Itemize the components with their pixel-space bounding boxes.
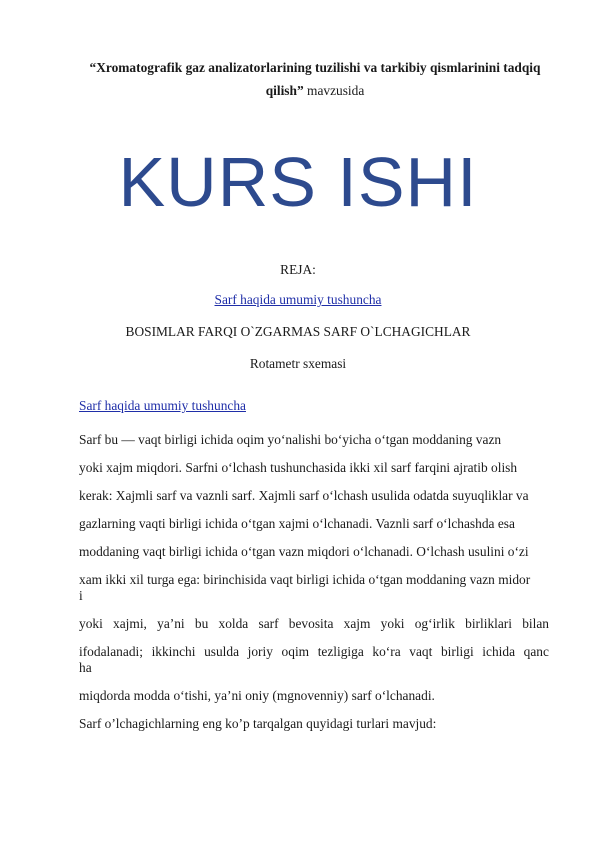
word: tezligiga [317, 644, 364, 659]
body-paragraph [79, 432, 549, 744]
body-line-justified [79, 644, 549, 660]
word: bevosita [288, 616, 334, 631]
word: xolda [218, 616, 249, 631]
document-title [70, 56, 560, 102]
plan-item-3: Rotametr sxemasi [249, 356, 347, 371]
word: yoki [380, 616, 405, 631]
word: bu [194, 616, 209, 631]
body-line: yoki xajm miqdori. Sarfni o‘lchash tushunchasida ikki xil sarf farqini ajratib olish [79, 460, 518, 475]
word: joriy [247, 644, 273, 659]
word: yoki [79, 616, 103, 631]
kurs-ishi-heading: KURS ISHI [118, 143, 478, 221]
word: bilan [522, 616, 549, 631]
section-heading-link[interactable]: Sarf haqida umumiy tushuncha [79, 398, 246, 413]
word: vaqt [409, 644, 433, 659]
plan-item-wrapper-1 [0, 292, 596, 308]
word: og‘irlik [414, 616, 455, 631]
body-line: Sarf bu — vaqt birligi ichida oqim yo‘nalishi bo‘yicha o‘tgan moddaning vazn [79, 432, 502, 447]
word: ichida [482, 644, 516, 659]
word: sarf [258, 616, 279, 631]
title-suffix: mavzusida [307, 83, 365, 98]
word: ifodalanadi; [79, 644, 143, 659]
body-line: moddaning vaqt birligi ichida o‘tgan vazn miqdori o‘lchanadi. O‘lchash usulini o‘zi [79, 544, 529, 559]
word: ko‘ra [372, 644, 401, 659]
section-heading-wrapper [79, 398, 246, 414]
word: ikkinchi [151, 644, 196, 659]
body-line: i [79, 588, 83, 603]
body-line: xam ikki xil turga ega: birinchisida vaqt birligi ichida o‘tgan moddaning vazn midor [79, 572, 531, 587]
body-line: ha [79, 660, 92, 675]
plan-item-link-1[interactable]: Sarf haqida umumiy tushuncha [214, 292, 382, 307]
word: qanc [523, 644, 549, 659]
body-line: kerak: Xajmli sarf va vaznli sarf. Xajmli sarf o‘lchash usulida odatda suyuqliklar va [79, 488, 529, 503]
body-line: miqdorda modda o‘tishi, ya’ni oniy (mgnovenniy) sarf o‘lchanadi. [79, 688, 435, 703]
word: oqim [281, 644, 310, 659]
body-line: Sarf o’lchagichlarning eng ko’p tarqalgan quyidagi turlari mavjud: [79, 716, 437, 731]
word: birliklari [465, 616, 512, 631]
word: xajmi, [113, 616, 147, 631]
title-bold: “Xromatografik gaz analizatorlarining tuzilishi va tarkibiy qismlarinini tadqiq qilish” [89, 60, 541, 98]
body-line-justified [79, 616, 549, 644]
word: ya’ni [157, 616, 185, 631]
plan-item-2: BOSIMLAR FARQI O`ZGARMAS SARF O`LCHAGICHLAR [125, 324, 471, 339]
word: xajm [343, 616, 371, 631]
body-line: gazlarning vaqti birligi ichida o‘tgan xajmi o‘lchanadi. Vaznli sarf o‘lchashda esa [79, 516, 515, 531]
word: birligi [440, 644, 474, 659]
word: usulda [204, 644, 240, 659]
plan-label: REJA: [280, 262, 316, 277]
